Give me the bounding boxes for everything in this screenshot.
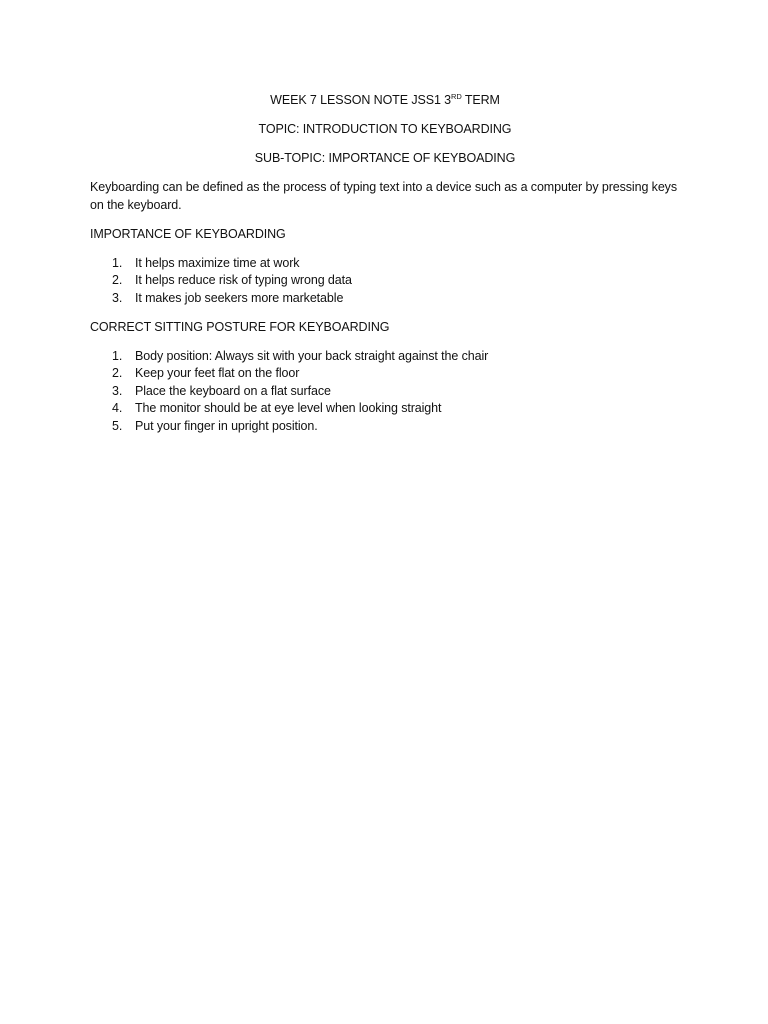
list-item-text: It makes job seekers more marketable	[135, 290, 344, 305]
list-item-text: The monitor should be at eye level when looking straight	[135, 401, 442, 415]
list-item	[90, 418, 680, 436]
title-main: WEEK 7 LESSON NOTE JSS1 3	[270, 93, 452, 107]
list-item	[90, 348, 680, 366]
list-item	[90, 290, 680, 308]
list-item-text: Keep your feet flat on the floor	[135, 366, 300, 380]
title-superscript: RD	[451, 92, 462, 101]
list-number: 3.	[112, 290, 123, 305]
list-number: 1.	[112, 348, 123, 363]
list-number: 4.	[112, 401, 123, 415]
list-number: 2.	[112, 273, 123, 287]
list-item	[90, 272, 680, 290]
list-item	[90, 365, 680, 383]
document-body	[90, 92, 680, 447]
subtopic-line: SUB-TOPIC: IMPORTANCE OF KEYBOADING	[254, 151, 516, 165]
topic-line: TOPIC: INTRODUCTION TO KEYBOARDING	[258, 122, 512, 136]
list-item-text: Body position: Always sit with your back straight against the chair	[135, 348, 489, 363]
list-number: 2.	[112, 366, 123, 380]
importance-list	[90, 255, 680, 308]
list-number: 5.	[112, 418, 123, 433]
list-item	[90, 400, 680, 418]
list-item	[90, 255, 680, 273]
list-item-text: Put your finger in upright position.	[135, 418, 318, 433]
posture-list	[90, 348, 680, 436]
list-number: 3.	[112, 383, 123, 398]
posture-heading: CORRECT SITTING POSTURE FOR KEYBOARDING	[90, 319, 390, 334]
title-term: TERM	[461, 93, 500, 107]
list-item-text: Place the keyboard on a flat surface	[135, 383, 331, 398]
list-item	[90, 383, 680, 401]
definition-paragraph: Keyboarding can be defined as the process of typing text into a device such as a computer by pressing keys on the keyboard.	[90, 180, 677, 212]
importance-heading: IMPORTANCE OF KEYBOARDING	[90, 226, 286, 241]
list-number: 1.	[112, 255, 123, 270]
list-item-text: It helps reduce risk of typing wrong data	[135, 273, 352, 287]
document-title	[90, 92, 680, 110]
list-item-text: It helps maximize time at work	[135, 255, 300, 270]
